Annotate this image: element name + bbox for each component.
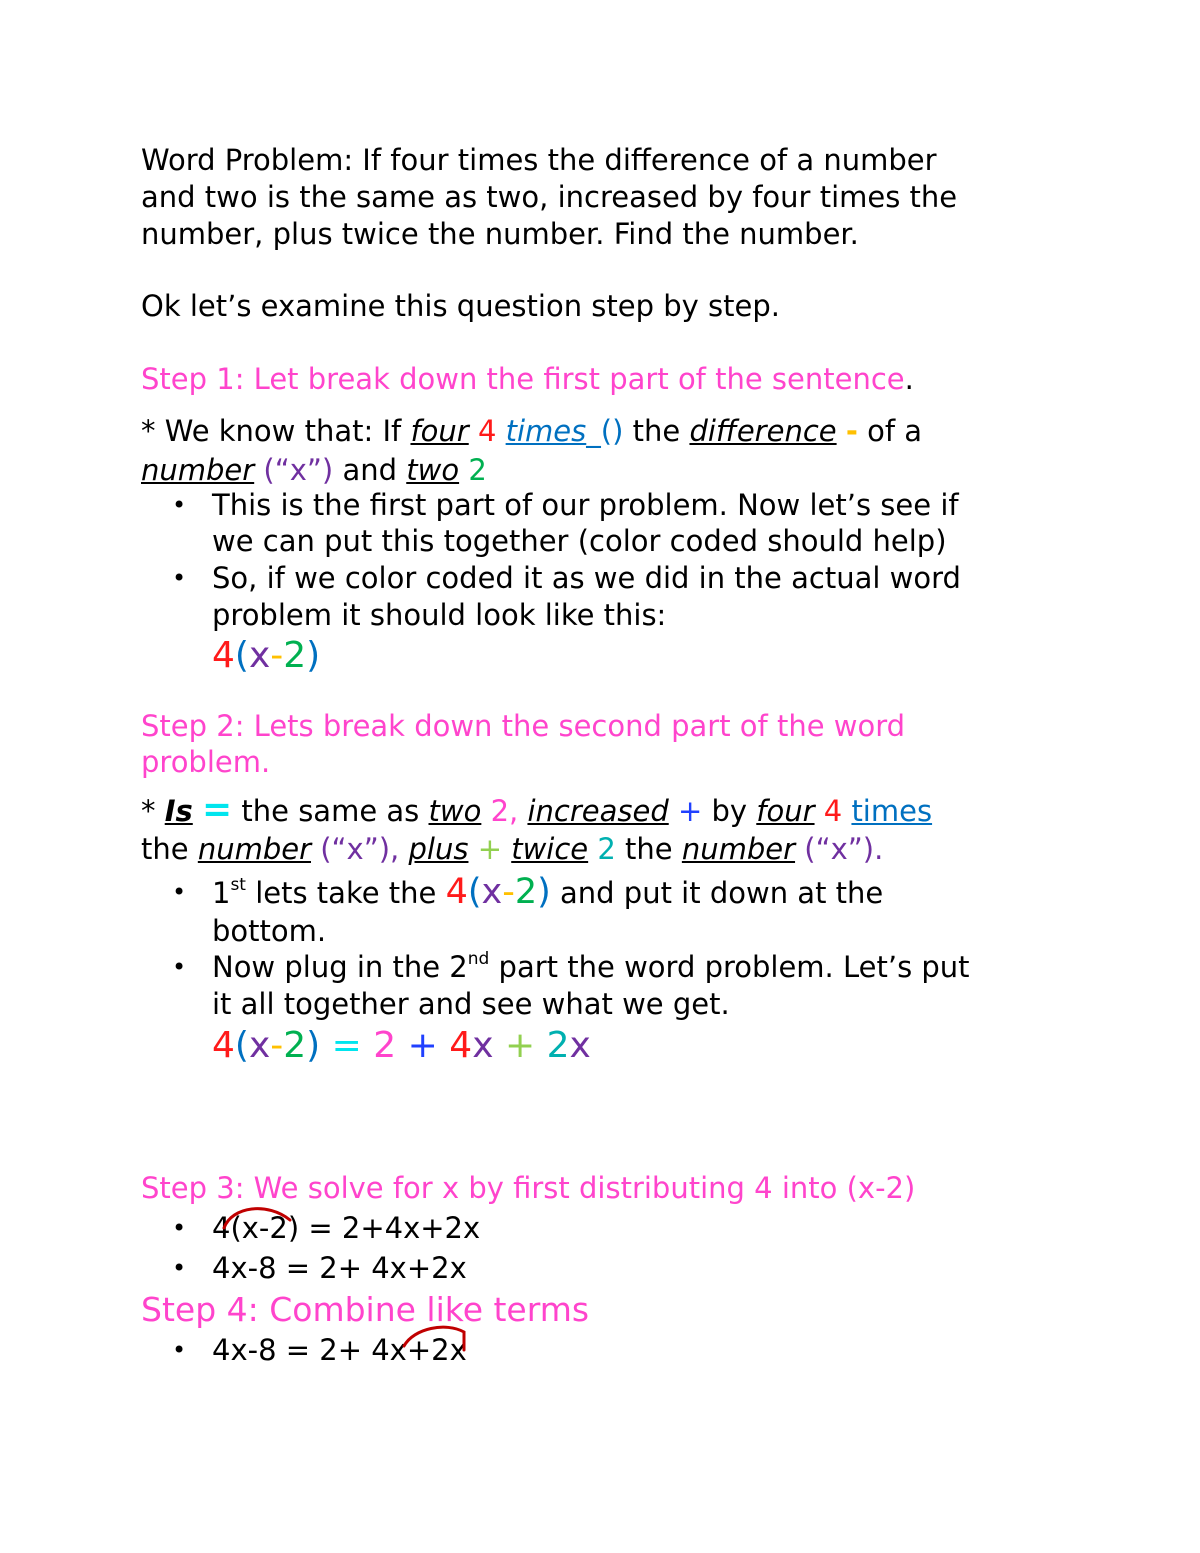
- step1-heading-text: Step 1: Let break down the first part of the sentence: [141, 362, 905, 396]
- step3-heading: Step 3: We solve for x by first distributing 4 into (x-2): [141, 1171, 916, 1205]
- step4-bullet1: 4x-8 = 2+ 4x+2x: [212, 1333, 467, 1367]
- formula-close-paren: ): [306, 635, 321, 676]
- step2-bullet1-line2: bottom.: [212, 914, 327, 948]
- formula-two: 2: [546, 1025, 570, 1066]
- formula-four: 4: [212, 1025, 235, 1066]
- formula-open-paren: (: [234, 635, 249, 676]
- num-two: 2: [468, 453, 487, 487]
- word-times: times: [851, 794, 933, 828]
- ordinal-num: 1: [212, 876, 231, 910]
- step2-line-1: [141, 791, 1061, 830]
- formula-minus: -: [270, 1025, 284, 1066]
- bullet-text: lets take the: [245, 876, 446, 910]
- formula-x: x: [569, 1025, 591, 1066]
- distribute-arrow-icon: [218, 1202, 298, 1232]
- intro-line-1: Word Problem: If four times the difference of a number: [141, 143, 937, 177]
- word-and: and: [333, 453, 407, 487]
- bullet-dot: •: [172, 878, 187, 906]
- word-number: number: [681, 832, 796, 866]
- step2-bullet2-line1: [212, 949, 1072, 986]
- equals-symbol: =: [202, 789, 233, 830]
- word-the: the: [615, 832, 682, 866]
- combine-arrow-icon: [398, 1322, 478, 1352]
- bullet-dot: •: [172, 953, 187, 981]
- num-four: 4: [477, 414, 497, 448]
- bullet-text: part the word problem. Let’s put: [489, 950, 970, 984]
- num-four: 4: [823, 794, 843, 828]
- step1-heading-period: .: [904, 362, 914, 396]
- comma: ,: [509, 794, 519, 828]
- formula-four: 4: [449, 1025, 473, 1066]
- formula-two: 2: [283, 635, 307, 676]
- word-twice: twice: [511, 832, 589, 866]
- step1-formula: [212, 634, 320, 678]
- plus-symbol: +: [677, 794, 703, 828]
- step2-bullet2-line2: it all together and see what we get.: [212, 987, 730, 1021]
- bullet-dot: •: [172, 1336, 187, 1364]
- plus-symbol: +: [477, 832, 502, 866]
- intro-line-3: number, plus twice the number. Find the number.: [141, 217, 859, 251]
- step2-line-2: [141, 831, 1061, 868]
- word-two: two: [428, 794, 482, 828]
- formula-close-paren: ): [537, 872, 551, 912]
- word-is: Is: [164, 794, 193, 828]
- bullet-text: and put it down at the: [550, 876, 884, 910]
- formula-two: 2: [514, 872, 538, 912]
- formula-close-paren: ): [306, 1025, 321, 1066]
- x-label: (“x”): [254, 453, 334, 487]
- bullet-dot: •: [172, 491, 187, 519]
- word-two: two: [406, 453, 460, 487]
- formula-four: 4: [445, 872, 468, 912]
- word-of-a: of a: [857, 414, 923, 448]
- word-increased: increased: [527, 794, 669, 828]
- step2-bullet1-line1: [212, 872, 1072, 913]
- step1-know-line-2: [141, 452, 1061, 489]
- step2-heading-line2: problem.: [141, 745, 271, 779]
- word-the: the: [623, 414, 690, 448]
- num-two: 2: [490, 794, 510, 828]
- word-number: number: [141, 453, 255, 487]
- intro-line-2: and two is the same as two, increased by four times the: [141, 180, 958, 214]
- formula-minus: -: [502, 872, 515, 912]
- formula-plus: +: [504, 1025, 536, 1066]
- word-the: the: [141, 832, 198, 866]
- minus-symbol: -: [845, 414, 858, 448]
- formula-x: x: [472, 1025, 494, 1066]
- formula-two: 2: [283, 1025, 307, 1066]
- formula-plus: +: [407, 1025, 438, 1066]
- bullet-dot: •: [172, 1254, 187, 1282]
- step1-bullet2-line2: problem it should look like this:: [212, 598, 667, 632]
- x-label: (“x”).: [795, 832, 884, 866]
- bullet-dot: •: [172, 564, 187, 592]
- step3-bullet2: 4x-8 = 2+ 4x+2x: [212, 1251, 467, 1285]
- word-difference: difference: [689, 414, 837, 448]
- bullet-text: Now plug in the 2: [212, 950, 468, 984]
- formula-equals: =: [331, 1025, 362, 1066]
- formula-x: x: [248, 1025, 271, 1066]
- bullet-dot: •: [172, 1214, 187, 1242]
- num-two: 2: [597, 832, 616, 866]
- step3-bullet1: 4(x-2) = 2+4x+2x: [212, 1211, 481, 1245]
- step1-heading: [141, 361, 1061, 398]
- step1-bullet1-line2: we can put this together (color coded should help): [212, 524, 947, 558]
- word-by: by: [702, 794, 757, 828]
- step1-know-line-1: [141, 413, 1061, 450]
- step2-heading-line1: Step 2: Lets break down the second part of the word: [141, 709, 906, 743]
- same-as: the same as: [232, 794, 429, 828]
- know-intro: * We know that: If: [141, 414, 411, 448]
- word-plus: plus: [408, 832, 469, 866]
- step2-formula: [212, 1024, 591, 1068]
- formula-x: x: [248, 635, 271, 676]
- times-symbol: _(): [586, 414, 624, 448]
- star: *: [141, 794, 165, 828]
- ordinal-sup: st: [230, 875, 246, 896]
- step1-bullet2-line1: So, if we color coded it as we did in the actual word: [212, 561, 961, 595]
- step1-bullet1-line1: This is the first part of our problem. Now let’s see if: [212, 488, 959, 522]
- word-times: times: [505, 414, 587, 448]
- ok-line: Ok let’s examine this question step by step.: [141, 289, 780, 323]
- formula-open-paren: (: [234, 1025, 249, 1066]
- word-number: number: [197, 832, 311, 866]
- ordinal-sup: nd: [467, 949, 490, 970]
- formula-open-paren: (: [467, 872, 482, 912]
- x-label: (“x”),: [311, 832, 409, 866]
- formula-minus: -: [270, 635, 284, 676]
- formula-x: x: [481, 872, 503, 912]
- step4-heading: Step 4: Combine like terms: [141, 1290, 590, 1329]
- word-four: four: [410, 414, 469, 448]
- formula-four: 4: [212, 635, 235, 676]
- formula-two: 2: [373, 1025, 397, 1066]
- word-four: four: [756, 794, 815, 828]
